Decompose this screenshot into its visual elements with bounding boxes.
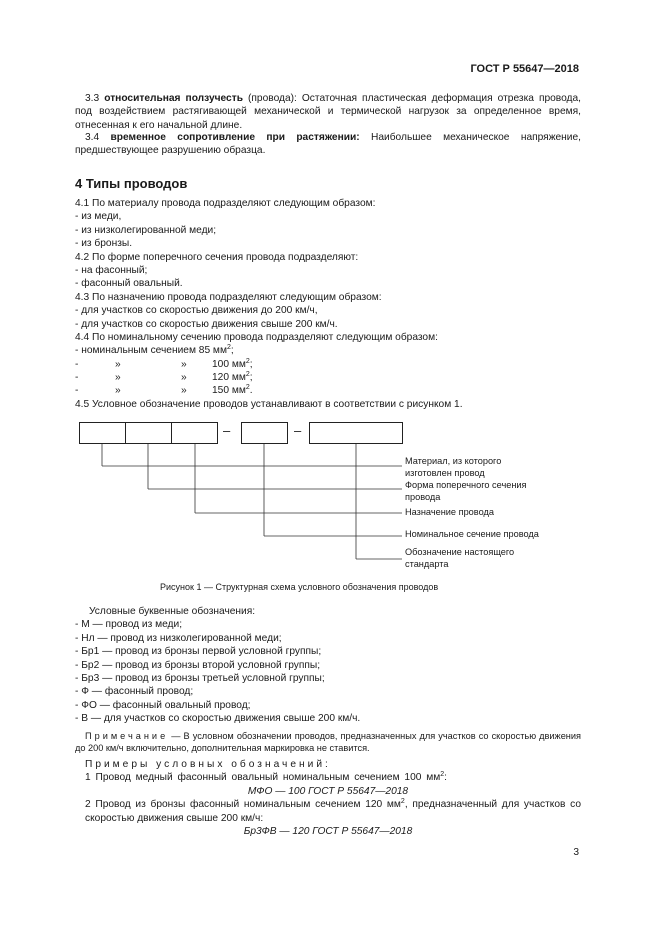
examples-block [75,758,581,838]
legend-item: - Ф — фасонный провод; [75,686,194,698]
legend-item: - Бр2 — провод из бронзы второй условной группы; [75,659,321,671]
legend-item: - Нл — провод из низколегированной меди; [75,632,282,644]
term-tensile-strength: временное сопротивление при растяжении: [110,132,360,143]
scheme-label-shape: Форма поперечного сечения провода [405,480,527,502]
page-number: 3 [573,847,579,858]
list-line: 4.4 По номинальному сечению провода подразделяют следующим образом: [75,331,438,343]
example-2-code: Бр3ФВ — 120 ГОСТ Р 55647—2018 [243,826,413,838]
note-label: Примечание [85,731,169,741]
scheme-label-section: Номинальное сечение провода [405,529,539,539]
list-line: 4.5 Условное обозначение проводов устанавливают в соответствии с рисунком 1. [75,398,463,410]
section-row: - номинальным сечением 85 $мм^2$; [75,344,234,357]
legend-item: - ФО — фасонный овальный провод; [75,699,251,711]
list-line: - для участков со скоростью движения свыше 200 км/ч. [75,318,338,330]
examples-title: Примеры условных обозначений: [85,759,331,770]
legend-item: - Бр1 — провод из бронзы первой условной группы; [75,646,322,658]
note: Примечание — В условном обозначении проводов, предназначенных для участков со скоростью движения до 200 км/ч включительно, дополнительная маркировка не ставится. [75,731,581,753]
list-line: 4.3 По назначению провода подразделяют следующим образом: [75,291,382,303]
list-line: 4.1 По материалу провода подразделяют следующим образом: [75,198,376,209]
list-line: 4.2 По форме поперечного сечения провода подразделяют: [75,251,359,263]
legend-item: - В — для участков со скоростью движения свыше 200 км/ч. [75,713,361,725]
section-title: 4 Типы проводов [75,176,188,191]
section-row: - » » 100 $мм^2$; [75,357,253,370]
section-row: - » » 120 $мм^2$; [75,371,253,384]
legend-list [75,605,360,726]
list-line: - из меди, [75,211,122,223]
legend-item: - Бр3 — провод из бронзы третьей условной группы; [75,672,325,684]
term-relative-creep: относительная ползучесть [104,93,243,104]
legend-item: - М — провод из меди; [75,619,183,631]
definition-3-3: 3.3 относительная ползучесть (провода): Остаточная пластическая деформация отрезка провода, под воздействием растягивающей механической и термической нагрузок за определенное время, отнесенная к его начальной длине. [75,93,581,131]
scheme-dash: – [223,423,231,438]
figure-caption: Рисунок 1 — Структурная схема условного обозначения проводов [160,582,439,592]
scheme-label-material: Материал, из которого изготовлен провод [405,456,502,478]
example-2: 2 Провод из бронзы фасонный номинальным сечением 120 $мм^2$, предназначенный для участков со скоростью движения свыше 200 км/ч: [85,798,581,824]
scheme-dash: – [294,423,302,438]
example-1-code: МФО — 100 ГОСТ Р 55647—2018 [247,785,409,797]
document-header: ГОСТ Р 55647—2018 [470,63,579,75]
list-line: - для участков со скоростью движения до 200 км/ч, [75,305,318,317]
scheme-label-standard: Обозначение настоящего стандарта [405,547,515,569]
example-1: 1 Провод медный фасонный овальный номинальным сечением 100 $мм^2$: [85,771,448,784]
scheme-label-purpose: Назначение провода [405,507,494,517]
list-line: - из низколегированной меди; [75,224,217,236]
section-row: - » » 150 $мм^2$. [75,384,253,397]
list-line: - фасонный овальный. [75,278,183,290]
definition-3-4: 3.4 временное сопротивление при растяжении: Наибольшее механическое напряжение, предшествующее разрушению образца. [75,132,581,157]
legend-title: Условные буквенные обозначения: [89,606,256,617]
list-line: - на фасонный; [75,264,148,276]
list-line: - из бронзы. [75,238,133,250]
